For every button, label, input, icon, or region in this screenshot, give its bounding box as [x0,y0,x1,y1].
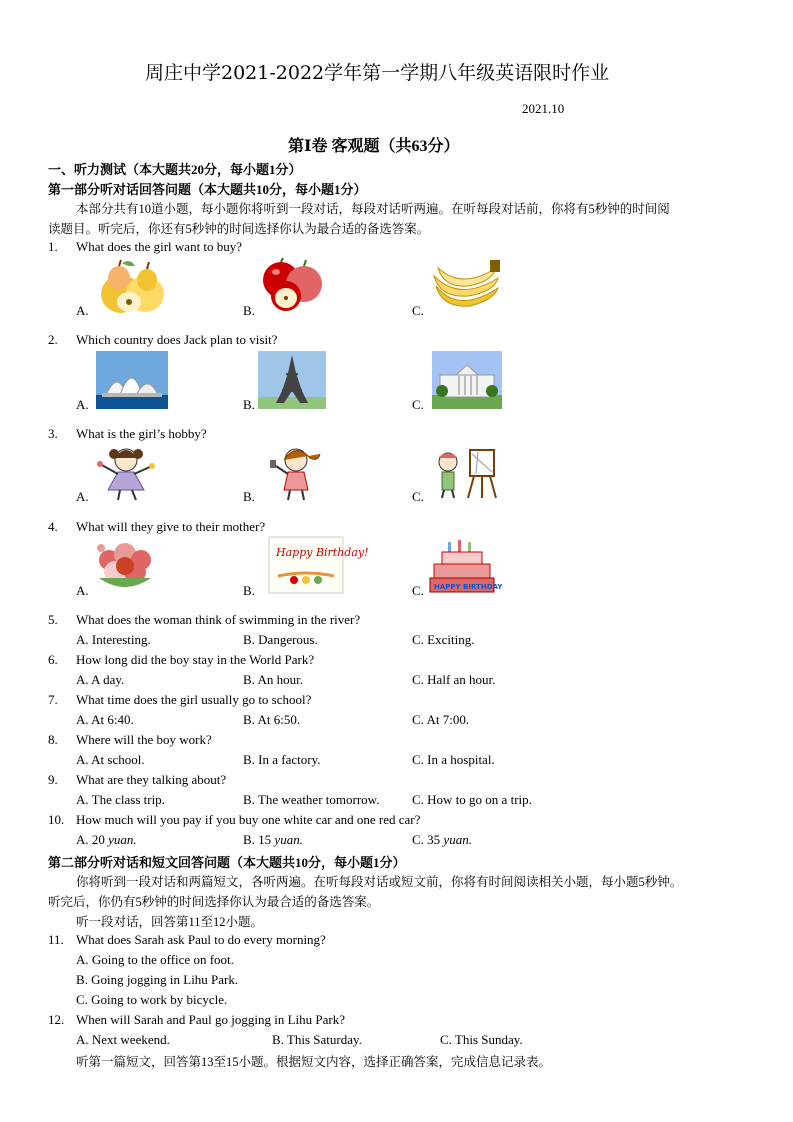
question-number: 6. [48,652,58,667]
pears-icon [95,258,170,316]
option-b: B. [243,489,255,504]
option-b: B. In a factory. [243,752,321,767]
question-text: Where will the boy work? [76,732,212,747]
volume-title: 第Ⅰ卷 客观题（共63分） [288,138,460,155]
question-number: 11. [48,932,64,947]
question-number: 10. [48,812,65,827]
option-a: A. 20 yuan. [76,832,137,847]
option-b: B. Dangerous. [243,632,318,647]
question-number: 7. [48,692,58,707]
option-b: B. An hour. [243,672,303,687]
question-text: Which country does Jack plan to visit? [76,332,278,347]
question-number: 2. [48,332,58,347]
page-title: 周庄中学2021-2022学年第一学期八年级英语限时作业 [145,62,610,84]
singing-girl-icon [262,444,330,502]
question-text: What are they talking about? [76,772,227,787]
question-text: How long did the boy stay in the World Park? [76,652,315,667]
option-a: A. The class trip. [76,792,165,807]
eiffel-tower-icon [258,351,326,409]
passage-note: 听第一篇短文，回答第13至15小题。根据短文内容，选择正确答案，完成信息记录表。 [76,1055,552,1069]
birthday-card-text: Happy Birthday! [276,546,369,559]
option-c: C. [412,489,424,504]
question-text: What is the girl’s hobby? [76,426,207,441]
question-text: What will they give to their mother? [76,519,266,534]
question-number: 5. [48,612,58,627]
option-a: A. [76,303,89,318]
option-b: B. At 6:50. [243,712,301,727]
question-text: What does the woman think of swimming in the river? [76,612,361,627]
question-text: How much will you pay if you buy one white car and one red car? [76,812,421,827]
part1-intro: 本部分共有10道小题，每小题你将听到一段对话，每段对话听两遍。在听每段对话前，你将有5秒钟的时间阅 [76,202,670,216]
option-a: A. Next weekend. [76,1032,170,1047]
cake-text: HAPPY BIRTHDAY [434,583,503,591]
option-c: C. [412,583,424,598]
option-a: A. A day. [76,672,125,687]
question-number: 3. [48,426,58,441]
apples-icon [258,258,328,314]
option-c: C. This Sunday. [440,1032,523,1047]
option-b: B. The weather tomorrow. [243,792,380,807]
dialogue-note: 听一段对话，回答第11至12小题。 [76,915,264,929]
option-b: B. [243,303,255,318]
option-c: C. How to go on a trip. [412,792,532,807]
option-a: A. Going to the office on foot. [76,952,234,967]
option-b: B. [243,397,255,412]
question-number: 12. [48,1012,65,1027]
part1-heading: 第一部分听对话回答问题（本大题共10分，每小题1分） [48,182,367,197]
part2-intro-cont: 听完后，你仍有5秒钟的时间选择你认为最合适的备选答案。 [48,895,380,909]
option-a: A. At 6:40. [76,712,134,727]
option-a: A. [76,489,89,504]
painting-girl-icon [432,444,500,500]
option-a: A. Interesting. [76,632,151,647]
option-b: B. This Saturday. [272,1032,362,1047]
question-number: 9. [48,772,58,787]
birthday-card-icon [268,536,369,594]
question-text: What does the girl want to buy? [76,239,243,254]
option-a: A. At school. [76,752,145,767]
option-c: C. 35 yuan. [412,832,472,847]
question-number: 4. [48,519,58,534]
flowers-icon [93,538,157,594]
option-c: C. Going to work by bicycle. [76,992,228,1007]
option-b: B. Going jogging in Lihu Park. [76,972,239,987]
option-a: A. [76,397,89,412]
question-text: When will Sarah and Paul go jogging in Lihu Park? [76,1012,345,1027]
bananas-icon [428,256,506,316]
option-b: B. [243,583,255,598]
option-c: C. [412,303,424,318]
option-c: C. Exciting. [412,632,475,647]
opera-house-icon [96,351,168,409]
part1-intro-cont: 读题目。听完后，你还有5秒钟的时间选择你认为最合适的备选答案。 [48,222,430,236]
question-number: 8. [48,732,58,747]
date: 2021.10 [522,101,565,116]
option-c: C. In a hospital. [412,752,495,767]
question-text: What does Sarah ask Paul to do every morning? [76,932,326,947]
question-text: What time does the girl usually go to school? [76,692,312,707]
option-b: B. 15 yuan. [243,832,303,847]
birthday-cake-icon [428,538,503,596]
question-number: 1. [48,239,58,254]
option-c: C. [412,397,424,412]
dancing-girl-icon [94,444,158,502]
white-house-icon [432,351,502,409]
option-a: A. [76,583,89,598]
part2-intro: 你将听到一段对话和两篇短文，各听两遍。在听每段对话或短文前，你将有时间阅读相关小题，每小题5秒钟。 [76,875,683,889]
option-c: C. At 7:00. [412,712,470,727]
section-heading: 一、听力测试（本大题共20分，每小题1分） [48,162,302,177]
option-c: C. Half an hour. [412,672,496,687]
part2-heading: 第二部分听对话和短文回答问题（本大题共10分，每小题1分） [48,855,406,870]
